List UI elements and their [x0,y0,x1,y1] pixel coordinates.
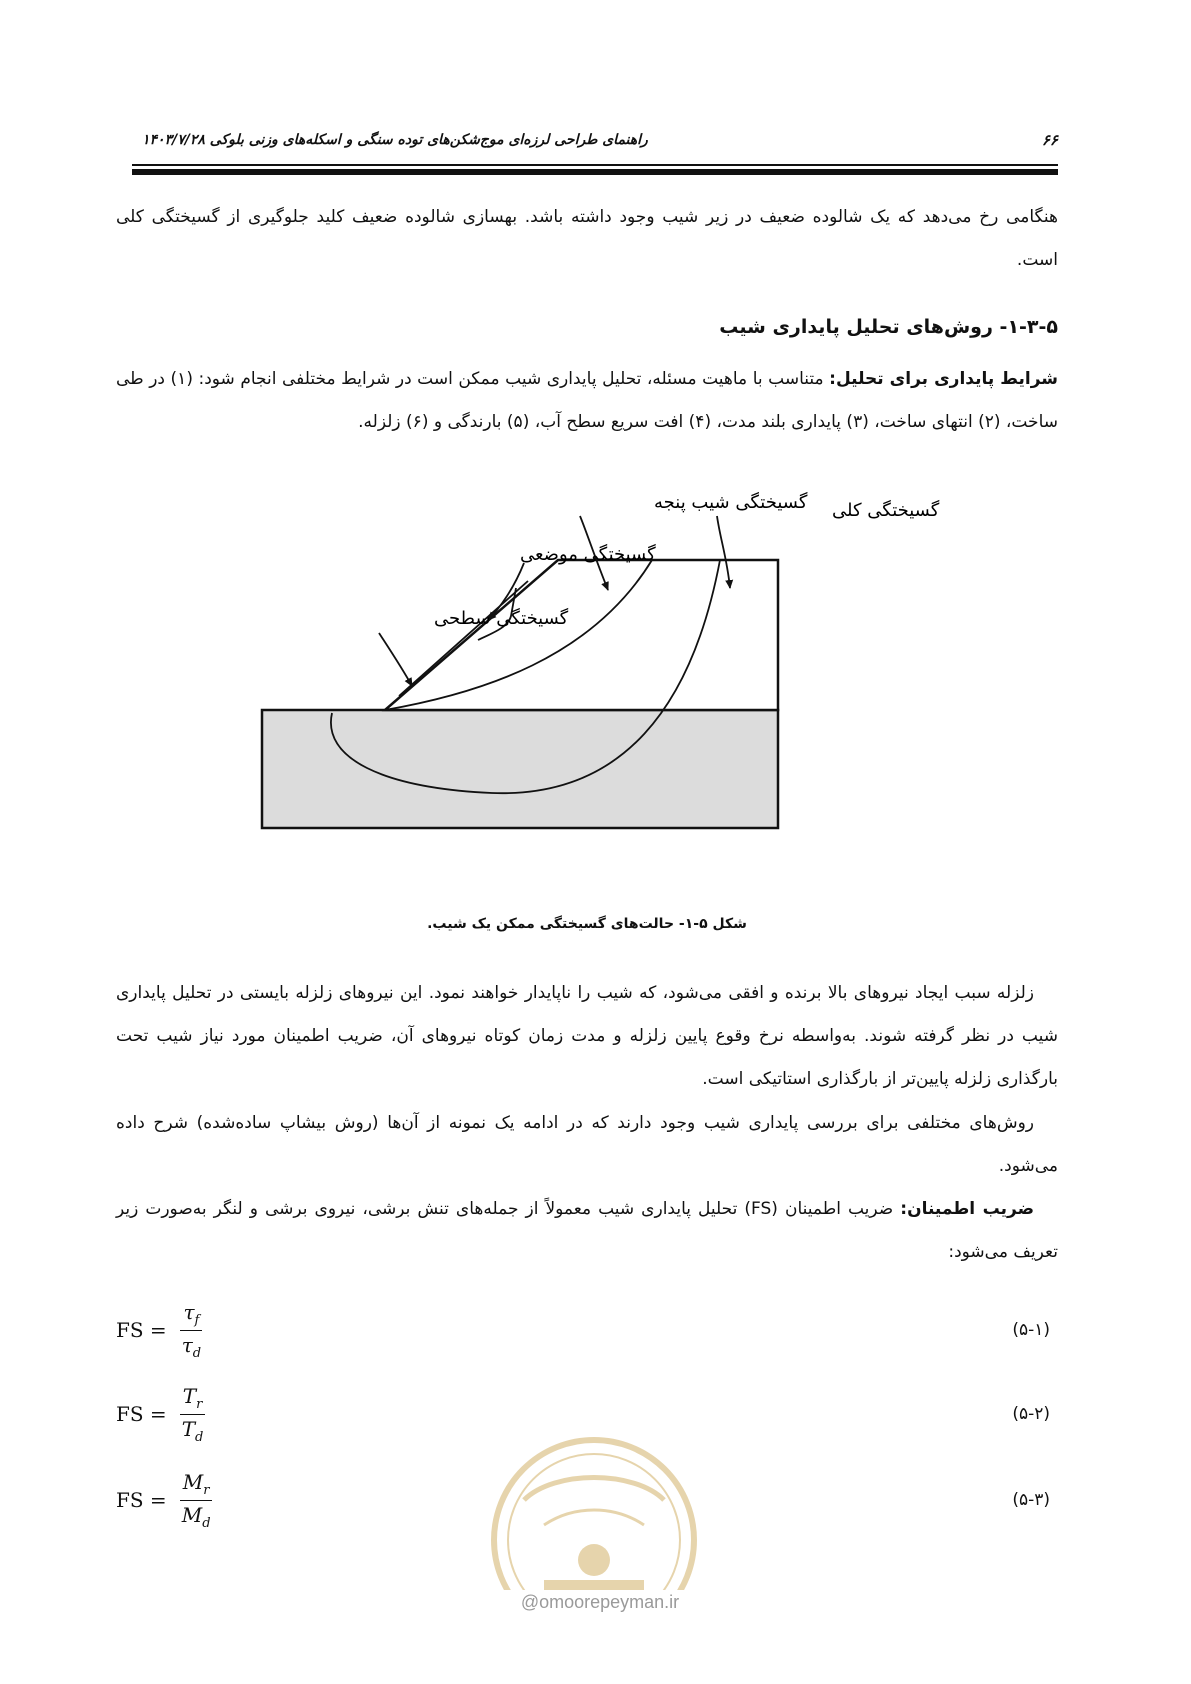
surface-failure-label: گسیختگی سطحی [434,608,569,629]
safety-factor-label: ضریب اطمینان: [900,1199,1034,1219]
conditions-text: متناسب با ماهیت مسئله، تحلیل پایداری شیب ممکن است در شرایط مختلفی انجام شود: (۱) در طی ساخت، (۲) انتهای ساخت، (۳) پایداری بلند مدت، (۴) افت سریع سطح آب، (۵) بارندگی و (۶) زلزله. [116,369,1058,432]
foundation-block [262,710,778,828]
conditions-label: شرایط پایداری برای تحلیل: [829,369,1059,389]
toe-failure-label: گسیختگی شیب پنجه [654,492,808,513]
equation [116,1300,204,1361]
denominator-subscript: d [192,1345,202,1361]
equation [116,1470,214,1531]
section-heading: ۱-۳-۵- روش‌های تحلیل پایداری شیب [719,316,1058,338]
numerator-subscript: r [196,1396,203,1412]
methods-paragraph: روش‌های مختلفی برای بررسی پایداری شیب وجود دارند که در ادامه یک نمونه از آن‌ها (روش بیشاپ ساده‌شده) شرح داده می‌شود. [116,1113,1058,1176]
numerator-subscript: r [203,1482,210,1498]
local-failure-label: گسیختگی موضعی [520,544,656,565]
page-number: ۶۶ [1041,131,1058,149]
numerator-subscript: f [194,1312,200,1328]
denominator-symbol: M [181,1502,203,1527]
numerator-symbol: T [182,1383,197,1408]
watermark-url-text: omoorepeyman.ir [539,1592,680,1612]
figure-caption: شکل ۵-۱- حالت‌های گسیختگی ممکن یک شیب. [427,916,747,932]
header-date: ۱۴۰۳/۷/۲۸ [142,132,205,148]
header-rule-thin [132,164,1058,166]
header-title: راهنمای طراحی لرزه‌ای موج‌شکن‌های توده سنگی و اسکله‌های وزنی بلوکی [209,132,648,148]
safety-factor-text: ضریب اطمینان (FS) تحلیل پایداری شیب معمولاً از جمله‌های تنش برشی، نیروی برشی و لنگر به‌صورت زیر تعریف می‌شود: [116,1199,1058,1262]
equation-fraction [179,1300,204,1361]
watermark-logo [484,1430,704,1590]
equation-fraction [179,1470,214,1531]
global-failure-label: گسیختگی کلی [832,500,940,521]
equation-lhs: FS = [116,1402,167,1426]
equation-fraction [179,1384,207,1445]
equation-number: (۵-۳) [1012,1490,1050,1510]
equation-number: (۵-۱) [1012,1320,1050,1340]
equation-row [116,1300,1058,1360]
page-header [132,128,1058,152]
equation [116,1384,206,1445]
numerator-symbol: τ [183,1299,195,1324]
numerator-symbol: M [182,1469,204,1494]
equation-lhs: FS = [116,1318,167,1342]
denominator-subscript: d [202,1515,211,1531]
denominator-symbol: T [181,1416,196,1441]
denominator-symbol: τ [181,1332,193,1357]
running-title [132,132,648,148]
conditions-paragraph [116,358,1058,444]
surface-arrow [379,633,412,686]
watermark-url [470,1592,730,1613]
intro-paragraph: هنگامی رخ می‌دهد که یک شالوده ضعیف در زیر شیب وجود داشته باشد. بهسازی شالوده ضعیف کلید جلوگیری از گسیختگی کلی است. [116,207,1058,270]
equation-lhs: FS = [116,1488,167,1512]
equation-number: (۵-۲) [1012,1404,1050,1424]
safety-factor-paragraph [116,1188,1058,1274]
at-icon: @ [520,1592,540,1612]
denominator-subscript: d [195,1429,204,1445]
earthquake-paragraph: زلزله سبب ایجاد نیروهای بالا برنده و افقی می‌شود، که شیب را ناپایدار خواهند نمود. این نیروهای زلزله بایستی در تحلیل پایداری شیب در نظر گرفته شوند. به‌واسطه نرخ وقوع پایین زلزله و مدت زمان کوتاه نیروهای آن، ضریب اطمینان مورد نیاز شیب تحت بارگذاری زلزله پایین‌تر از بارگذاری استاتیکی است. [116,983,1058,1089]
header-rule-thick [132,169,1058,175]
slope-failure-figure [262,492,940,834]
